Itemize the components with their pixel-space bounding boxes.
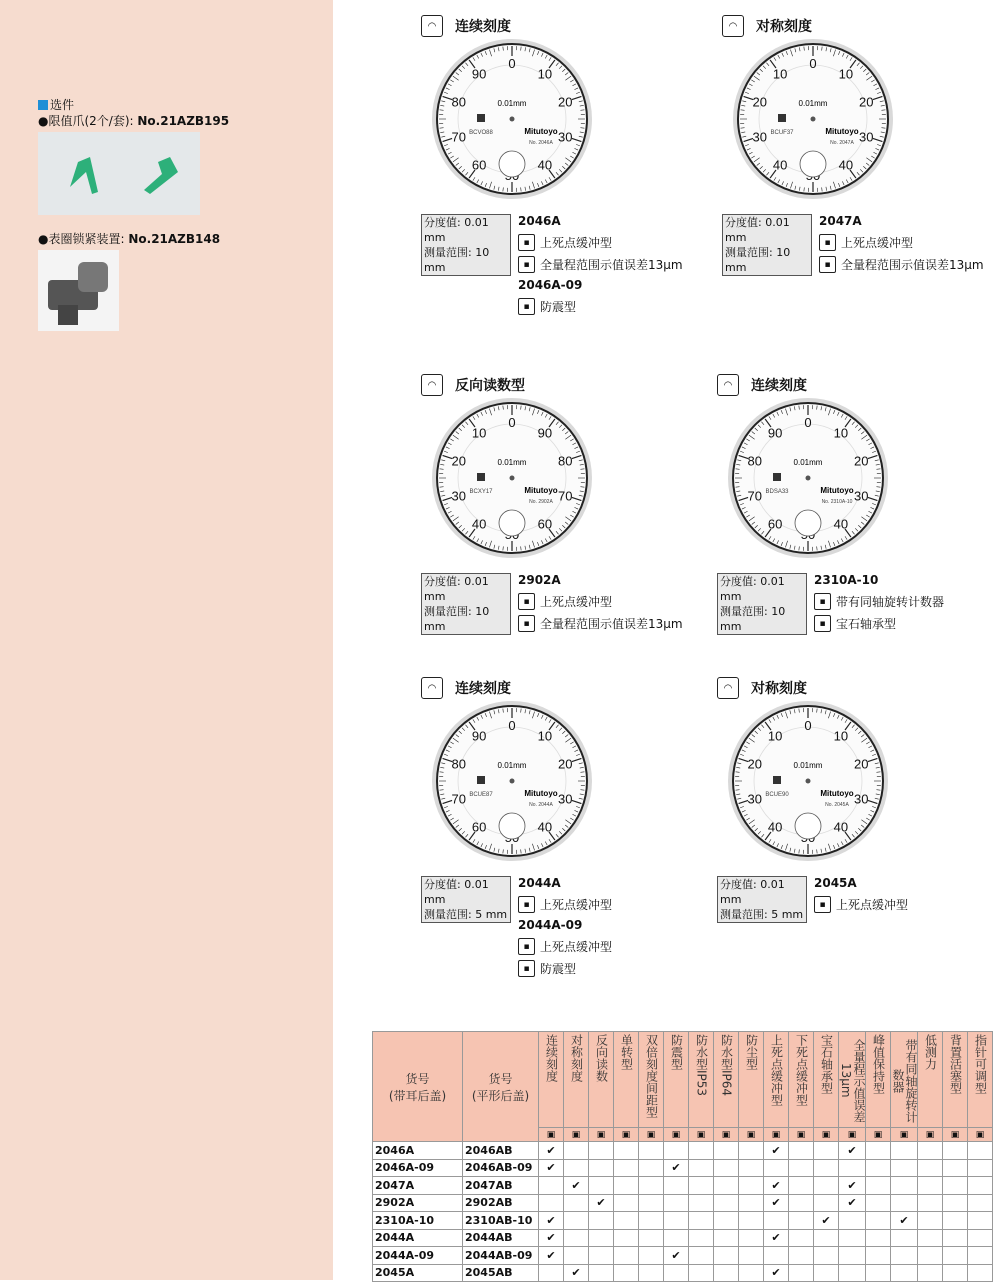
svg-text:30: 30 xyxy=(859,129,873,144)
options-title: 选件 xyxy=(38,97,74,113)
svg-text:90: 90 xyxy=(472,729,486,744)
svg-text:BCXY17: BCXY17 xyxy=(469,489,493,495)
check-mark: ✔ xyxy=(839,1177,866,1195)
svg-text:No. 2044A: No. 2044A xyxy=(529,802,553,808)
feature-item: ▪ 上死点缓冲型 xyxy=(518,234,612,251)
spec-box: 分度值: 0.01 mm 测量范围: 10 mm xyxy=(421,573,511,635)
col-header-feature: 反向读数 xyxy=(589,1032,614,1128)
svg-text:BCVO88: BCVO88 xyxy=(469,130,493,136)
feature-col-icon: ▣ xyxy=(614,1128,639,1142)
col-header-feature: 峰值保持型 xyxy=(866,1032,891,1128)
feature-icon: ▪ xyxy=(819,234,836,251)
feature-icon: ▪ xyxy=(518,234,535,251)
check-mark: ✔ xyxy=(839,1142,866,1160)
svg-text:20: 20 xyxy=(859,95,873,110)
model-code: 2902A xyxy=(518,573,561,587)
svg-text:60: 60 xyxy=(768,516,782,531)
symmetric-scale-icon: ◠ xyxy=(717,677,739,699)
feature-item: ▪ 上死点缓冲型 xyxy=(518,938,612,955)
svg-text:10: 10 xyxy=(834,729,848,744)
svg-text:10: 10 xyxy=(472,426,486,441)
feature-col-icon: ▣ xyxy=(789,1128,814,1142)
feature-col-icon: ▣ xyxy=(739,1128,764,1142)
col-header-feature: 防水型IP53 xyxy=(689,1032,714,1128)
feature-icon: ▪ xyxy=(518,960,535,977)
svg-text:20: 20 xyxy=(748,757,762,772)
svg-text:80: 80 xyxy=(748,454,762,469)
svg-text:60: 60 xyxy=(472,157,486,172)
svg-text:30: 30 xyxy=(854,488,868,503)
col-header-feature: 连续刻度 xyxy=(539,1032,564,1128)
col-header-feature: 低测力 xyxy=(918,1032,943,1128)
spec-box: 分度值: 0.01 mm 测量范围: 10 mm xyxy=(421,214,511,276)
feature-col-icon: ▣ xyxy=(539,1128,564,1142)
svg-text:10: 10 xyxy=(768,729,782,744)
svg-text:80: 80 xyxy=(452,95,466,110)
continuous-scale-icon: ◠ xyxy=(421,15,443,37)
model-code: 2046A-09 xyxy=(518,278,582,292)
svg-text:60: 60 xyxy=(472,819,486,834)
dial-face xyxy=(431,700,593,862)
col-header-feature: 对称刻度 xyxy=(564,1032,589,1128)
svg-text:40: 40 xyxy=(538,157,552,172)
feature-item: ▪ 上死点缓冲型 xyxy=(819,234,913,251)
check-mark: ✔ xyxy=(539,1159,564,1177)
gauge-card xyxy=(717,676,1000,976)
spec-box: 分度值: 0.01 mm 测量范围: 5 mm xyxy=(421,876,511,923)
option-bezel-lock: ●表圈锁紧装置: No.21AZB148 xyxy=(38,231,220,247)
svg-text:0: 0 xyxy=(508,56,515,71)
svg-text:80: 80 xyxy=(558,454,572,469)
svg-text:80: 80 xyxy=(452,757,466,772)
feature-col-icon: ▣ xyxy=(891,1128,918,1142)
feature-item: ▪ 防震型 xyxy=(518,298,576,315)
check-mark: ✔ xyxy=(589,1194,614,1212)
col-header-flat: 货号 (平形后盖) xyxy=(463,1032,539,1142)
table-row: 2047A 2047AB ✔ ✔ ✔ xyxy=(373,1177,993,1195)
col-header-feature: 宝石轴承型 xyxy=(814,1032,839,1128)
svg-text:BCUE90: BCUE90 xyxy=(765,792,789,798)
svg-text:30: 30 xyxy=(748,791,762,806)
check-mark: ✔ xyxy=(564,1264,589,1282)
check-mark: ✔ xyxy=(539,1212,564,1230)
feature-icon: ▪ xyxy=(518,896,535,913)
card-title: ◠ 连续刻度 xyxy=(421,14,511,38)
feature-col-icon: ▣ xyxy=(839,1128,866,1142)
svg-text:70: 70 xyxy=(452,129,466,144)
svg-text:0: 0 xyxy=(804,718,811,733)
feature-icon: ▪ xyxy=(518,593,535,610)
col-header-feature: 单转型 xyxy=(614,1032,639,1128)
check-mark: ✔ xyxy=(839,1194,866,1212)
svg-text:40: 40 xyxy=(538,819,552,834)
check-mark: ✔ xyxy=(664,1159,689,1177)
spec-box: 分度值: 0.01 mm 测量范围: 10 mm xyxy=(717,573,807,635)
reverse-reading-icon: ◠ xyxy=(421,374,443,396)
table-row: 2045A 2045AB ✔ ✔ xyxy=(373,1264,993,1282)
col-header-eared: 货号 (带耳后盖) xyxy=(373,1032,463,1142)
svg-text:No. 2310A-10: No. 2310A-10 xyxy=(822,499,853,505)
svg-text:90: 90 xyxy=(768,426,782,441)
col-header-feature: 背置活塞型 xyxy=(943,1032,968,1128)
svg-text:10: 10 xyxy=(834,426,848,441)
dial-face xyxy=(732,38,894,200)
svg-text:70: 70 xyxy=(452,791,466,806)
svg-text:0.01mm: 0.01mm xyxy=(498,99,527,108)
svg-text:20: 20 xyxy=(452,454,466,469)
feature-icon: ▪ xyxy=(518,615,535,632)
svg-text:0.01mm: 0.01mm xyxy=(794,458,823,467)
svg-text:30: 30 xyxy=(854,791,868,806)
check-mark: ✔ xyxy=(539,1229,564,1247)
spec-table xyxy=(372,1031,993,1282)
svg-text:No. 2902A: No. 2902A xyxy=(529,499,553,505)
svg-text:20: 20 xyxy=(558,95,572,110)
svg-text:No. 2047A: No. 2047A xyxy=(830,140,854,146)
svg-text:0: 0 xyxy=(804,415,811,430)
feature-col-icon: ▣ xyxy=(689,1128,714,1142)
check-mark: ✔ xyxy=(764,1229,789,1247)
svg-text:10: 10 xyxy=(538,67,552,82)
dial-face xyxy=(431,38,593,200)
continuous-scale-icon: ◠ xyxy=(717,374,739,396)
svg-text:70: 70 xyxy=(558,488,572,503)
card-title: ◠ 连续刻度 xyxy=(421,676,511,700)
table-row: 2044A-09 2044AB-09 ✔ ✔ xyxy=(373,1247,993,1265)
model-code: 2044A xyxy=(518,876,561,890)
check-mark: ✔ xyxy=(764,1142,789,1160)
gauge-card xyxy=(421,373,706,673)
feature-icon: ▪ xyxy=(518,298,535,315)
col-header-feature: 指针可调型 xyxy=(968,1032,993,1128)
feature-col-icon: ▣ xyxy=(918,1128,943,1142)
dial-face xyxy=(431,397,593,559)
svg-text:30: 30 xyxy=(452,488,466,503)
feature-col-icon: ▣ xyxy=(866,1128,891,1142)
feature-col-icon: ▣ xyxy=(764,1128,789,1142)
feature-col-icon: ▣ xyxy=(714,1128,739,1142)
col-header-feature: 防水型IP64 xyxy=(714,1032,739,1128)
svg-text:30: 30 xyxy=(558,791,572,806)
svg-text:0.01mm: 0.01mm xyxy=(794,761,823,770)
svg-text:10: 10 xyxy=(538,729,552,744)
gauge-card xyxy=(722,14,1000,314)
sidebar xyxy=(0,0,333,1280)
svg-text:90: 90 xyxy=(538,426,552,441)
feature-col-icon: ▣ xyxy=(639,1128,664,1142)
check-mark: ✔ xyxy=(814,1212,839,1230)
col-header-feature: 双倍刻度间距型 xyxy=(639,1032,664,1128)
table-row: 2046A-09 2046AB-09 ✔ ✔ xyxy=(373,1159,993,1177)
svg-text:40: 40 xyxy=(839,157,853,172)
gauge-card xyxy=(717,373,1000,673)
svg-text:BCUF37: BCUF37 xyxy=(770,130,794,136)
col-header-feature: 带有同轴旋转计数器 xyxy=(891,1032,918,1128)
table-row: 2310A-10 2310AB-10 ✔ ✔ ✔ xyxy=(373,1212,993,1230)
svg-text:BDSA33: BDSA33 xyxy=(765,489,789,495)
feature-icon: ▪ xyxy=(814,593,831,610)
check-mark: ✔ xyxy=(539,1247,564,1265)
svg-text:Mitutoyo: Mitutoyo xyxy=(825,127,858,136)
feature-item: ▪ 上死点缓冲型 xyxy=(814,896,908,913)
check-mark: ✔ xyxy=(764,1264,789,1282)
check-mark: ✔ xyxy=(764,1194,789,1212)
option-limit-claw: ●限值爪(2个/套): No.21AZB195 xyxy=(38,113,229,129)
svg-text:Mitutoyo: Mitutoyo xyxy=(524,127,557,136)
feature-col-icon: ▣ xyxy=(664,1128,689,1142)
spec-box: 分度值: 0.01 mm 测量范围: 10 mm xyxy=(722,214,812,276)
model-code: 2045A xyxy=(814,876,857,890)
svg-text:90: 90 xyxy=(472,67,486,82)
table-row: 2902A 2902AB ✔ ✔ ✔ xyxy=(373,1194,993,1212)
spec-box: 分度值: 0.01 mm 测量范围: 5 mm xyxy=(717,876,807,923)
svg-text:0.01mm: 0.01mm xyxy=(799,99,828,108)
feature-item: ▪ 上死点缓冲型 xyxy=(518,896,612,913)
card-title: ◠ 对称刻度 xyxy=(717,676,807,700)
model-code: 2047A xyxy=(819,214,862,228)
check-mark: ✔ xyxy=(539,1142,564,1160)
svg-text:0: 0 xyxy=(508,718,515,733)
model-code: 2310A-10 xyxy=(814,573,878,587)
limit-claw-image xyxy=(38,132,200,215)
svg-text:20: 20 xyxy=(854,757,868,772)
svg-text:40: 40 xyxy=(773,157,787,172)
svg-text:20: 20 xyxy=(558,757,572,772)
continuous-scale-icon: ◠ xyxy=(421,677,443,699)
symmetric-scale-icon: ◠ xyxy=(722,15,744,37)
svg-text:40: 40 xyxy=(834,819,848,834)
svg-text:30: 30 xyxy=(558,129,572,144)
dial-face xyxy=(727,397,889,559)
check-mark: ✔ xyxy=(891,1212,918,1230)
model-code: 2044A-09 xyxy=(518,918,582,932)
dial-face xyxy=(727,700,889,862)
svg-text:40: 40 xyxy=(768,819,782,834)
svg-text:No. 2046A: No. 2046A xyxy=(529,140,553,146)
feature-item: ▪ 宝石轴承型 xyxy=(814,615,896,632)
svg-text:10: 10 xyxy=(839,67,853,82)
svg-text:Mitutoyo: Mitutoyo xyxy=(524,789,557,798)
svg-text:40: 40 xyxy=(472,516,486,531)
feature-item: ▪ 全量程范围示值误差13μm xyxy=(819,256,984,273)
feature-icon: ▪ xyxy=(518,256,535,273)
feature-icon: ▪ xyxy=(814,615,831,632)
svg-text:No. 2045A: No. 2045A xyxy=(825,802,849,808)
gauge-card xyxy=(421,676,706,976)
col-header-feature: 防震型 xyxy=(664,1032,689,1128)
col-header-feature: 下死点缓冲型 xyxy=(789,1032,814,1128)
svg-text:40: 40 xyxy=(834,516,848,531)
col-header-feature: 上死点缓冲型 xyxy=(764,1032,789,1128)
card-title: ◠ 对称刻度 xyxy=(722,14,812,38)
svg-text:30: 30 xyxy=(753,129,767,144)
feature-item: ▪ 上死点缓冲型 xyxy=(518,593,612,610)
bezel-lock-image xyxy=(38,250,119,331)
col-header-feature: 全量程示值误差13μm xyxy=(839,1032,866,1128)
feature-item: ▪ 防震型 xyxy=(518,960,576,977)
model-code: 2046A xyxy=(518,214,561,228)
col-header-feature: 防尘型 xyxy=(739,1032,764,1128)
card-title: ◠ 连续刻度 xyxy=(717,373,807,397)
table-row: 2044A 2044AB ✔ ✔ xyxy=(373,1229,993,1247)
svg-text:0.01mm: 0.01mm xyxy=(498,761,527,770)
check-mark: ✔ xyxy=(764,1177,789,1195)
feature-col-icon: ▣ xyxy=(564,1128,589,1142)
gauge-card xyxy=(421,14,706,314)
svg-text:20: 20 xyxy=(854,454,868,469)
svg-text:0: 0 xyxy=(508,415,515,430)
svg-text:BCUE87: BCUE87 xyxy=(469,792,493,798)
blue-square-icon xyxy=(38,100,48,110)
feature-item: ▪ 全量程范围示值误差13μm xyxy=(518,615,683,632)
svg-text:Mitutoyo: Mitutoyo xyxy=(820,789,853,798)
feature-item: ▪ 带有同轴旋转计数器 xyxy=(814,593,944,610)
feature-item: ▪ 全量程范围示值误差13μm xyxy=(518,256,683,273)
svg-text:0: 0 xyxy=(809,56,816,71)
feature-icon: ▪ xyxy=(819,256,836,273)
svg-text:Mitutoyo: Mitutoyo xyxy=(524,486,557,495)
svg-text:0.01mm: 0.01mm xyxy=(498,458,527,467)
feature-icon: ▪ xyxy=(518,938,535,955)
feature-col-icon: ▣ xyxy=(943,1128,968,1142)
svg-text:70: 70 xyxy=(748,488,762,503)
feature-col-icon: ▣ xyxy=(589,1128,614,1142)
svg-text:20: 20 xyxy=(753,95,767,110)
check-mark: ✔ xyxy=(564,1177,589,1195)
feature-col-icon: ▣ xyxy=(814,1128,839,1142)
svg-text:Mitutoyo: Mitutoyo xyxy=(820,486,853,495)
svg-text:10: 10 xyxy=(773,67,787,82)
check-mark: ✔ xyxy=(664,1247,689,1265)
table-row: 2046A 2046AB ✔ ✔ ✔ xyxy=(373,1142,993,1160)
feature-col-icon: ▣ xyxy=(968,1128,993,1142)
svg-text:60: 60 xyxy=(538,516,552,531)
feature-icon: ▪ xyxy=(814,896,831,913)
card-title: ◠ 反向读数型 xyxy=(421,373,525,397)
